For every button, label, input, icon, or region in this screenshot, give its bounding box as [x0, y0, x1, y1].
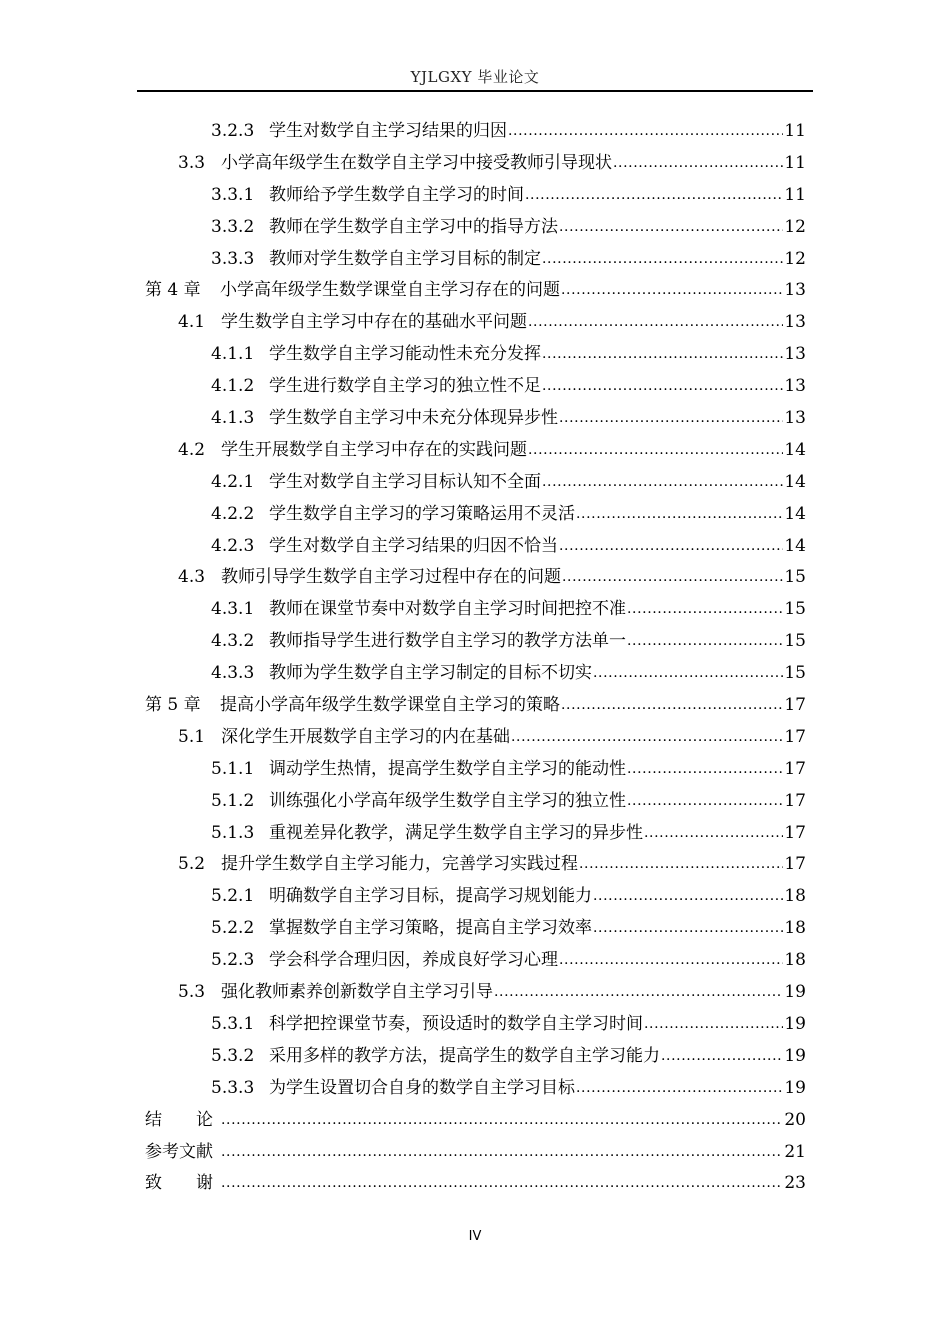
toc-entry-page: 14 [784, 471, 806, 492]
toc-entry-title: 学生数学自主学习中存在的基础水平问题 [221, 312, 527, 333]
toc-entry-number: 4.1.1 [211, 344, 255, 365]
toc-entry-page: 21 [784, 1141, 806, 1162]
toc-entry-title: 明确数学自主学习目标，提高学习规划能力 [269, 886, 592, 907]
toc-dot-leader [559, 219, 783, 235]
toc-dot-leader [221, 1112, 783, 1128]
toc-entry-number: 参考文献 [145, 1141, 213, 1162]
toc-entry[interactable] [145, 1073, 806, 1105]
toc-entry-number: 5.3.1 [211, 1013, 255, 1034]
toc-dot-leader [559, 952, 783, 968]
toc-entry-title: 小学高年级学生在数学自主学习中接受教师引导现状 [221, 152, 612, 173]
toc-dot-leader [593, 888, 783, 904]
toc-entry-page: 11 [784, 121, 806, 141]
toc-entry[interactable] [145, 1105, 806, 1137]
toc-dot-leader [221, 1175, 783, 1191]
toc-entry-title: 学生对数学自主学习结果的归因不恰当 [269, 535, 558, 556]
toc-entry[interactable] [145, 626, 806, 658]
toc-dot-leader [644, 1016, 783, 1032]
toc-entry-number: 4.3.3 [211, 663, 255, 684]
toc-entry-page: 19 [784, 1013, 806, 1034]
toc-entry-page: 13 [784, 312, 806, 333]
toc-dot-leader [593, 920, 783, 936]
toc-entry[interactable] [145, 849, 806, 881]
toc-entry[interactable] [145, 1168, 806, 1200]
toc-entry-page: 14 [784, 439, 806, 460]
toc-dot-leader [627, 761, 783, 777]
toc-entry-page: 13 [784, 408, 806, 429]
toc-entry[interactable] [145, 754, 806, 786]
toc-entry-number: 4.2.3 [211, 535, 255, 556]
toc-entry[interactable] [145, 307, 806, 339]
page-number: IV [468, 1229, 482, 1244]
toc-entry-page: 11 [784, 152, 806, 173]
toc-entry[interactable] [145, 403, 806, 435]
toc-entry-number: 4.3.2 [211, 631, 255, 652]
toc-entry-title: 提升学生数学自主学习能力，完善学习实践过程 [221, 854, 578, 875]
toc-entry-page: 17 [784, 726, 806, 747]
toc-dot-leader [525, 187, 783, 203]
toc-entry-title: 教师给予学生数学自主学习的时间 [269, 184, 524, 205]
toc-entry[interactable] [145, 371, 806, 403]
toc-entry-number: 结 论 [145, 1109, 213, 1130]
toc-dot-leader [644, 825, 783, 841]
toc-entry-number: 第 5 章 [145, 695, 201, 716]
toc-entry-title: 为学生设置切合自身的数学自主学习目标 [269, 1077, 575, 1098]
toc-entry-number: 3.3 [178, 152, 206, 173]
toc-entry[interactable] [145, 722, 806, 754]
toc-entry-title: 学生对数学自主学习结果的归因 [269, 121, 507, 141]
toc-dot-leader [559, 538, 783, 554]
toc-entry-title: 教师为学生数学自主学习制定的目标不切实 [269, 663, 592, 684]
toc-entry-number: 5.2.1 [211, 886, 255, 907]
toc-entry-title: 提高小学高年级学生数学课堂自主学习的策略 [220, 695, 560, 716]
toc-dot-leader [528, 442, 783, 458]
toc-entry[interactable] [145, 690, 806, 722]
toc-dot-leader [627, 601, 783, 617]
toc-entry[interactable] [145, 148, 806, 180]
toc-entry[interactable] [145, 786, 806, 818]
toc-dot-leader [511, 729, 783, 745]
toc-entry-page: 14 [784, 535, 806, 556]
toc-entry[interactable] [145, 435, 806, 467]
toc-entry[interactable] [145, 499, 806, 531]
toc-entry-title: 小学高年级学生数学课堂自主学习存在的问题 [220, 280, 560, 301]
toc-dot-leader [561, 282, 783, 298]
toc-entry-title: 学生数学自主学习中未充分体现异步性 [269, 408, 558, 429]
toc-entry-number: 第 4 章 [145, 280, 201, 301]
toc-entry-number: 5.1.1 [211, 758, 255, 779]
toc-entry-number: 致 谢 [145, 1173, 213, 1194]
toc-entry-number: 4.3 [178, 567, 206, 588]
toc-entry-title: 教师在课堂节奏中对数学自主学习时间把控不准 [269, 599, 626, 620]
toc-entry-title: 强化教师素养创新数学自主学习引导 [221, 982, 493, 1003]
toc-entry-number: 5.1.3 [211, 822, 255, 843]
toc-entry[interactable] [145, 180, 806, 212]
toc-dot-leader [542, 474, 783, 490]
toc-entry-title: 学生进行数学自主学习的独立性不足 [269, 376, 541, 397]
toc-entry-title: 深化学生开展数学自主学习的内在基础 [221, 726, 510, 747]
toc-entry-page: 15 [784, 631, 806, 652]
toc-entry-number: 3.3.2 [211, 216, 255, 237]
toc-entry-title: 采用多样的教学方法，提高学生的数学自主学习能力 [269, 1045, 660, 1066]
toc-entry-page: 15 [784, 663, 806, 684]
toc-dot-leader [627, 793, 783, 809]
toc-entry-number: 4.3.1 [211, 599, 255, 620]
toc-entry-page: 13 [784, 376, 806, 397]
toc-entry[interactable] [145, 212, 806, 244]
toc-entry-title: 教师指导学生进行数学自主学习的教学方法单一 [269, 631, 626, 652]
toc-entry-number: 4.1.2 [211, 376, 255, 397]
toc-entry-title: 学生对数学自主学习目标认知不全面 [269, 471, 541, 492]
toc-dot-leader [559, 410, 783, 426]
toc-entry-number: 3.3.1 [211, 184, 255, 205]
toc-entry[interactable] [145, 339, 806, 371]
toc-dot-leader [579, 856, 783, 872]
table-of-contents [145, 116, 806, 1200]
toc-dot-leader [627, 633, 783, 649]
toc-entry-number: 5.3.2 [211, 1045, 255, 1066]
toc-entry-number: 3.3.3 [211, 248, 255, 269]
toc-entry[interactable] [145, 467, 806, 499]
toc-dot-leader [576, 506, 783, 522]
toc-entry-number: 4.2.1 [211, 471, 255, 492]
toc-entry[interactable] [145, 244, 806, 276]
toc-dot-leader [542, 251, 783, 267]
toc-entry-title: 教师在学生数学自主学习中的指导方法 [269, 216, 558, 237]
toc-entry-number: 4.1.3 [211, 408, 255, 429]
toc-entry[interactable] [145, 977, 806, 1009]
toc-entry-title: 重视差异化教学，满足学生数学自主学习的异步性 [269, 822, 643, 843]
toc-dot-leader [542, 346, 783, 362]
toc-entry-title: 训练强化小学高年级学生数学自主学习的独立性 [269, 790, 626, 811]
toc-dot-leader [561, 697, 783, 713]
toc-entry-page: 20 [784, 1109, 806, 1130]
toc-entry-page: 15 [784, 599, 806, 620]
toc-dot-leader [508, 123, 783, 139]
toc-dot-leader [542, 378, 783, 394]
toc-dot-leader [576, 1080, 783, 1096]
toc-entry-number: 5.3.3 [211, 1077, 255, 1098]
toc-dot-leader [528, 314, 783, 330]
toc-dot-leader [221, 1144, 783, 1160]
toc-entry[interactable] [145, 881, 806, 913]
toc-entry[interactable] [145, 531, 806, 563]
toc-entry[interactable] [145, 818, 806, 850]
toc-entry-page: 17 [784, 790, 806, 811]
toc-entry-page: 11 [784, 184, 806, 205]
toc-entry-page: 13 [784, 280, 806, 301]
toc-entry[interactable] [145, 1137, 806, 1169]
toc-entry-number: 5.2 [178, 854, 206, 875]
toc-entry-title: 掌握数学自主学习策略，提高自主学习效率 [269, 918, 592, 939]
toc-entry-title: 教师引导学生数学自主学习过程中存在的问题 [221, 567, 561, 588]
page-header-title: YJLGXY 毕业论文 [410, 68, 540, 86]
toc-entry-title: 学生数学自主学习的学习策略运用不灵活 [269, 503, 575, 524]
toc-entry-number: 5.2.3 [211, 950, 255, 971]
toc-entry[interactable] [145, 945, 806, 977]
toc-entry-page: 18 [784, 950, 806, 971]
toc-entry[interactable] [145, 1009, 806, 1041]
toc-entry-title: 学生开展数学自主学习中存在的实践问题 [221, 439, 527, 460]
toc-entry-title: 学会科学合理归因，养成良好学习心理 [269, 950, 558, 971]
toc-entry[interactable] [145, 658, 806, 690]
toc-entry-page: 17 [784, 758, 806, 779]
toc-entry-page: 23 [784, 1173, 806, 1194]
toc-dot-leader [593, 665, 783, 681]
toc-entry-page: 19 [784, 1077, 806, 1098]
toc-entry-title: 学生数学自主学习能动性未充分发挥 [269, 344, 541, 365]
toc-entry-title: 科学把控课堂节奏，预设适时的数学自主学习时间 [269, 1013, 643, 1034]
toc-entry-page: 17 [784, 695, 806, 716]
toc-entry[interactable] [145, 116, 806, 148]
toc-dot-leader [613, 155, 783, 171]
toc-entry-title: 调动学生热情，提高学生数学自主学习的能动性 [269, 758, 626, 779]
toc-entry-page: 17 [784, 822, 806, 843]
toc-entry-page: 18 [784, 886, 806, 907]
toc-entry[interactable] [145, 562, 806, 594]
toc-dot-leader [494, 984, 783, 1000]
toc-entry-page: 19 [784, 1045, 806, 1066]
toc-entry-page: 13 [784, 344, 806, 365]
toc-entry-number: 4.2.2 [211, 503, 255, 524]
toc-entry-number: 3.2.3 [211, 121, 255, 141]
toc-entry[interactable] [145, 913, 806, 945]
toc-entry-number: 4.1 [178, 312, 206, 333]
toc-entry-number: 5.2.2 [211, 918, 255, 939]
toc-entry-page: 12 [784, 216, 806, 237]
toc-entry-number: 5.3 [178, 982, 206, 1003]
header-divider [137, 90, 813, 92]
toc-entry-page: 18 [784, 918, 806, 939]
toc-entry-number: 5.1.2 [211, 790, 255, 811]
toc-entry-page: 12 [784, 248, 806, 269]
toc-entry[interactable] [145, 1041, 806, 1073]
toc-dot-leader [661, 1048, 783, 1064]
toc-entry-page: 14 [784, 503, 806, 524]
toc-entry-number: 4.2 [178, 439, 206, 460]
toc-entry[interactable] [145, 275, 806, 307]
toc-dot-leader [562, 569, 783, 585]
toc-entry-page: 19 [784, 982, 806, 1003]
toc-entry-page: 17 [784, 854, 806, 875]
toc-entry-number: 5.1 [178, 726, 206, 747]
toc-entry[interactable] [145, 594, 806, 626]
toc-entry-page: 15 [784, 567, 806, 588]
toc-entry-title: 教师对学生数学自主学习目标的制定 [269, 248, 541, 269]
